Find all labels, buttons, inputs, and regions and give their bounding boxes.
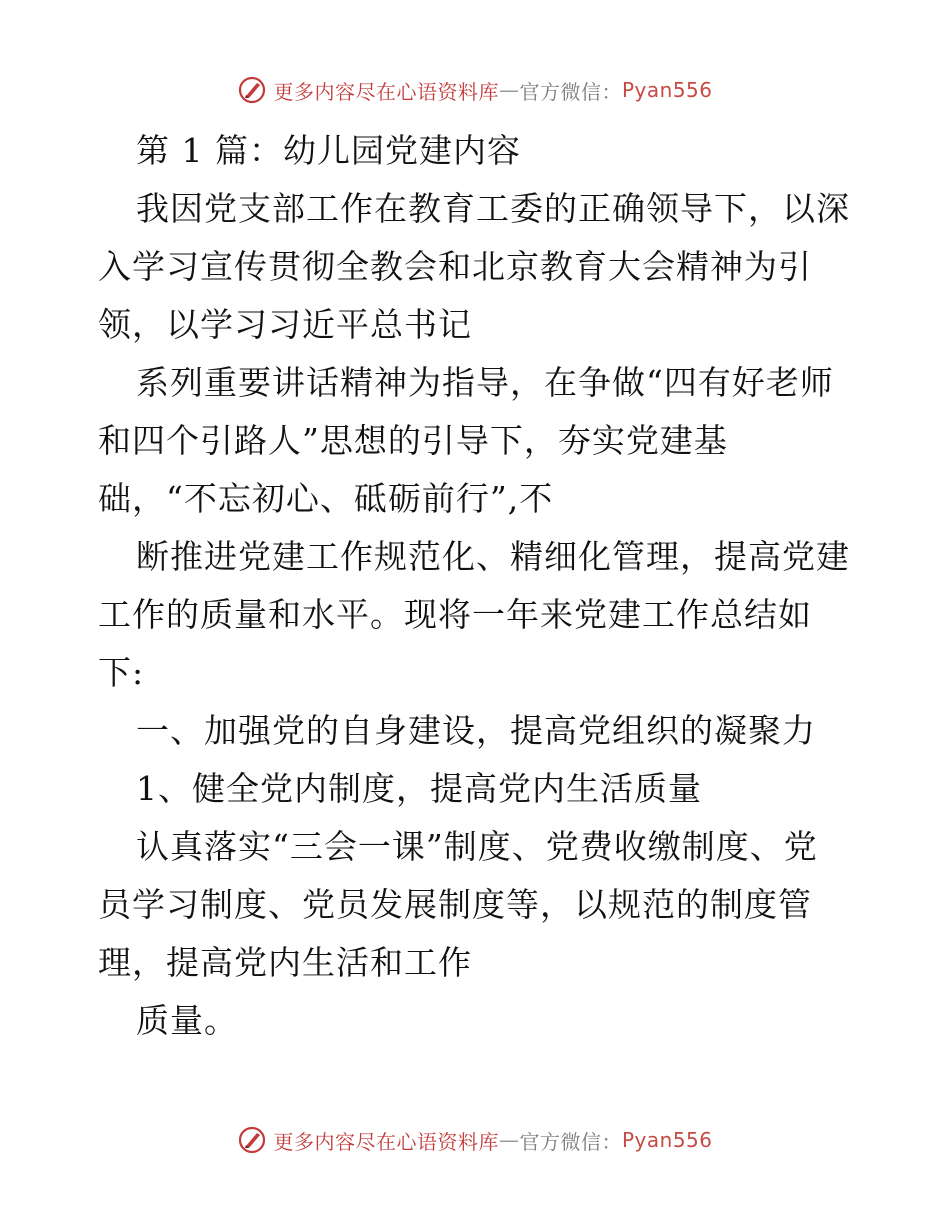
banner-dash: — [498, 1128, 520, 1152]
doc-line: 断推进党建工作规范化、精细化管理，提高党建 [136, 537, 850, 576]
header-banner [0, 70, 950, 110]
doc-line: 工作的质量和水平。现将一年来党建工作总结如 [98, 595, 812, 634]
banner-main-text: 更多内容尽在心语资料库 [273, 79, 499, 104]
banner-dash: — [498, 78, 520, 102]
banner-wechat-id: Pyan556 [621, 78, 713, 102]
doc-title: 第 1 篇：幼儿园党建内容 [136, 131, 521, 170]
document-body [98, 122, 858, 1050]
section-heading: 一、加强党的自身建设，提高党组织的凝聚力 [136, 711, 816, 750]
doc-line: 员学习制度、党员发展制度等，以规范的制度管 [98, 885, 812, 924]
subsection-heading: 1、健全党内制度，提高党内生活质量 [136, 769, 702, 808]
footer-banner [0, 1120, 950, 1160]
doc-line: 下: [98, 653, 145, 692]
banner-wechat-id: Pyan556 [621, 1128, 713, 1152]
quill-pen-icon [237, 75, 267, 105]
banner-main-text: 更多内容尽在心语资料库 [273, 1129, 499, 1154]
banner-wechat-label: 官方微信： [519, 79, 622, 104]
doc-line: 认真落实“三会一课”制度、党费收缴制度、党 [136, 827, 818, 866]
doc-line: 我因党支部工作在教育工委的正确领导下，以深 [136, 189, 850, 228]
doc-line: 础，“不忘初心、砥砺前行”,不 [98, 479, 554, 518]
doc-line: 和四个引路人”思想的引导下，夯实党建基 [98, 421, 728, 460]
doc-line: 领，以学习习近平总书记 [98, 305, 472, 344]
doc-line: 质量。 [136, 1001, 238, 1040]
quill-pen-icon [237, 1125, 267, 1155]
doc-line: 系列重要讲话精神为指导，在争做“四有好老师 [136, 363, 834, 402]
doc-line: 入学习宣传贯彻全教会和北京教育大会精神为引 [98, 247, 812, 286]
banner-wechat-label: 官方微信： [519, 1129, 622, 1154]
doc-line: 理，提高党内生活和工作 [98, 943, 472, 982]
